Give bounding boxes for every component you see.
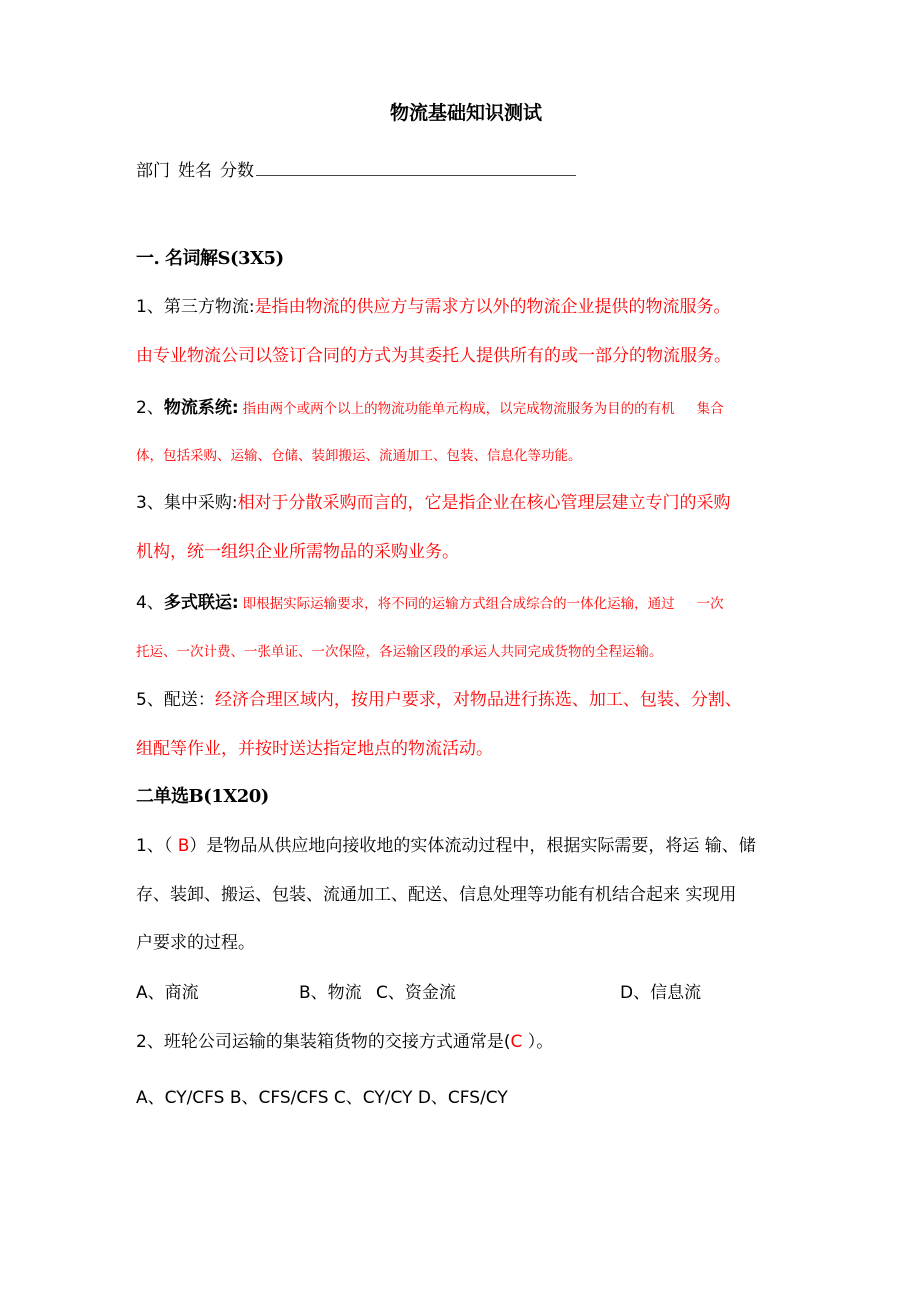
close-paren: ）。 <box>522 1032 554 1052</box>
option-c: C、资金流 <box>376 983 456 1003</box>
term-definition-tail: 集合 <box>696 401 724 417</box>
term-definition-continued: 由专业物流公司以签订合同的方式为其委托人提供所有的或一部分的物流服务。 <box>136 346 731 366</box>
option-b: B、物流 <box>299 983 362 1003</box>
section-1-heading: 一. 名词解S(3X5) <box>136 248 284 269</box>
option-d: D、信息流 <box>620 983 702 1003</box>
term-definition-continued: 组配等作业，并按时送达指定地点的物流活动。 <box>136 739 493 759</box>
score-blank-field[interactable] <box>256 157 576 176</box>
term-definition: 是指由物流的供应方与需求方以外的物流企业提供的物流服务。 <box>254 297 731 317</box>
question-1 <box>136 835 756 857</box>
item-number: 2、 <box>136 398 164 418</box>
question-text: 班轮公司运输的集装箱货物的交接方式通常是( <box>163 1032 511 1052</box>
question-2 <box>136 1031 553 1053</box>
term-label: 配送： <box>163 690 215 710</box>
item-number: 1、 <box>136 297 164 317</box>
term-item-4 <box>136 592 724 615</box>
question-text-continued: 户要求的过程。 <box>136 933 255 953</box>
term-definition: 经济合理区域内，按用户要求，对物品进行拣选、加工、包装、分割、 <box>214 690 742 710</box>
term-definition: 指由两个或两个以上的物流功能单元构成，以完成物流服务为目的的有机 <box>242 401 675 417</box>
page-title: 物流基础知识测试 <box>389 102 542 124</box>
question-number: 2、 <box>136 1032 164 1052</box>
name-label: 姓名 <box>178 161 212 181</box>
term-label: 集中采购: <box>163 493 238 513</box>
item-number: 3、 <box>136 493 164 513</box>
term-item-5 <box>136 689 742 711</box>
answer-mark: B <box>177 836 190 856</box>
term-label: 物流系统: <box>163 398 239 418</box>
open-paren: （ <box>163 836 178 856</box>
term-definition: 即根据实际运输要求，将不同的运输方式组合成综合的一体化运输，通过 <box>242 596 675 612</box>
term-item-2 <box>136 397 724 420</box>
term-label: 多式联运: <box>163 593 239 613</box>
option-a: A、商流 <box>136 983 199 1003</box>
department-label: 部门 <box>136 161 170 181</box>
term-item-1 <box>136 296 731 318</box>
question-text: 是物品从供应地向接收地的实体流动过程中，根据实际需要，将运 输、储 <box>206 836 756 856</box>
term-label: 第三方物流: <box>163 297 255 317</box>
term-definition-tail: 一次 <box>696 596 724 612</box>
score-label: 分数 <box>220 161 254 181</box>
answer-mark: C <box>510 1032 523 1052</box>
term-definition-continued: 机构，统一组织企业所需物品的采购业务。 <box>136 542 459 562</box>
section-2-heading: 二单选B(1X20) <box>136 786 269 807</box>
item-number: 5、 <box>136 690 164 710</box>
term-definition-continued: 体，包括采购、运输、仓储、装卸搬运、流通加工、包装、信息化等功能。 <box>136 448 582 464</box>
question-2-options: A、CY/CFS B、CFS/CFS C、CY/CY D、CFS/CY <box>136 1088 508 1108</box>
term-definition-continued: 托运、一次计费、一张单证、一次保险，各运输区段的承运人共同完成货物的全程运输。 <box>136 644 663 660</box>
header-fields <box>136 157 576 182</box>
term-item-3 <box>136 492 731 514</box>
term-definition: 相对于分散采购而言的，它是指企业在核心管理层建立专门的采购 <box>237 493 731 513</box>
question-text-continued: 存、装卸、搬运、包装、流通加工、配送、信息处理等功能有机结合起来 实现用 <box>136 885 737 905</box>
item-number: 4、 <box>136 593 164 613</box>
question-number: 1、 <box>136 836 164 856</box>
close-paren: ） <box>189 836 207 856</box>
